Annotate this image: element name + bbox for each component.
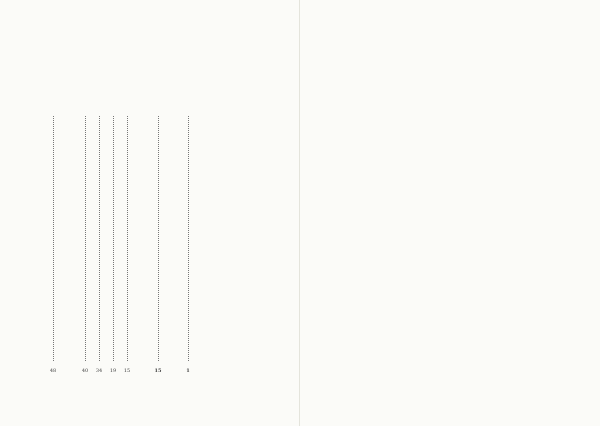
- toc-entry-preface[interactable]: [182, 112, 194, 374]
- dot-leader: [85, 116, 86, 361]
- preface-column: [460, 28, 470, 328]
- preface-column: [568, 28, 578, 328]
- preface-column: [541, 28, 551, 328]
- toc-entry-column[interactable]: [61, 112, 73, 374]
- toc-page-number: 1: [186, 368, 190, 374]
- toc-page-number: 15: [154, 368, 162, 374]
- preface-column: [514, 28, 524, 328]
- toc-entry-column-cont[interactable]: [47, 112, 59, 374]
- dot-leader: [127, 116, 128, 361]
- preface-column: [528, 28, 538, 328]
- preface-column: [501, 28, 511, 328]
- dot-leader: [188, 116, 189, 361]
- toc-entry-closing[interactable]: [80, 112, 90, 374]
- author-signature-name: [424, 250, 440, 360]
- toc-page-number: 40: [81, 368, 89, 374]
- dot-leader: [53, 116, 54, 361]
- preface-date: [383, 28, 392, 178]
- toc-entry-section-1[interactable]: [108, 112, 118, 374]
- toc-heading: [229, 96, 241, 156]
- toc-page-number: 19: [109, 368, 117, 374]
- preface-column: [555, 28, 565, 328]
- dot-leader: [99, 116, 100, 361]
- page-gutter: [299, 0, 300, 426]
- toc-entry-chapter-1[interactable]: [152, 112, 164, 374]
- preface-column: [474, 28, 484, 328]
- toc-page-number: 48: [49, 368, 57, 374]
- toc-entry-intro[interactable]: [122, 112, 132, 374]
- preface-column: [447, 28, 457, 328]
- preface-column: [487, 28, 497, 328]
- toc-page-number: 34: [95, 368, 103, 374]
- toc-page-number: 15: [123, 368, 131, 374]
- toc-entry-section-2[interactable]: [94, 112, 104, 374]
- dot-leader: [158, 116, 159, 361]
- author-affiliation: [411, 238, 421, 358]
- dot-leader: [113, 116, 114, 361]
- preface-column: [582, 28, 592, 328]
